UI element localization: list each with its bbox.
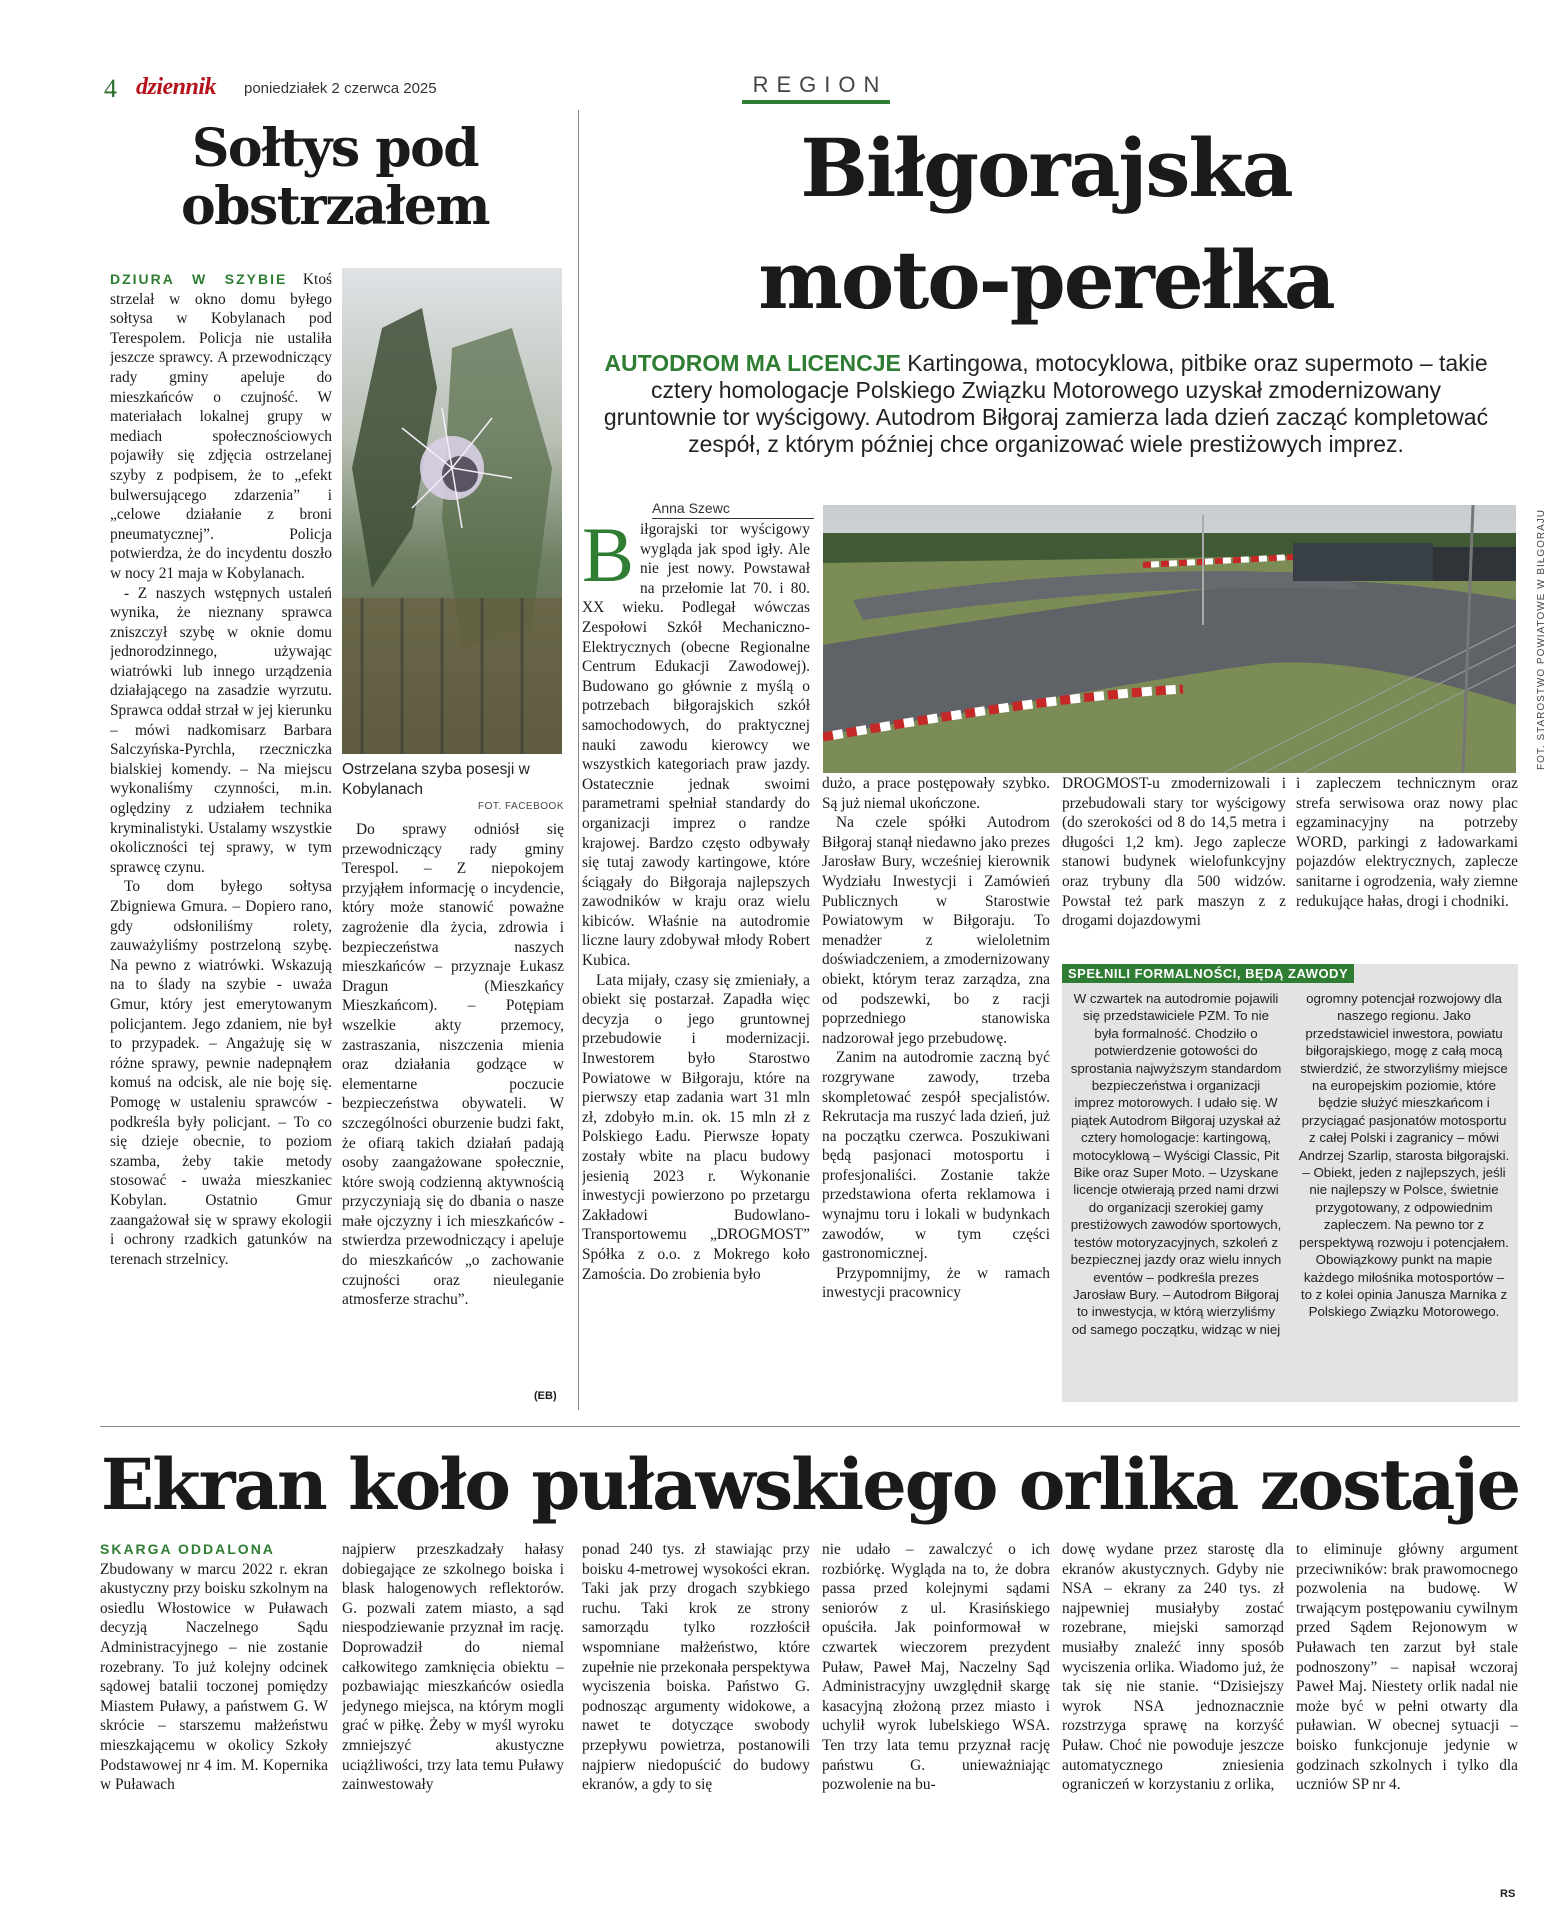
article-paragraph: to eliminuje główny argument przeciwników: brak prawomocnego pozwolenia na budowę. W trwającym postępowaniu cywilnym przed Sądem Rejonowym w Puławach ten zarzut był stale podnoszony” – napisał wczoraj Paweł Maj. Niestety orlik nadal nie może być w pełni otwarty dla puławian. W obecnej sytuacji – boisko funkcjonuje jedynie w godzinach szkolnych i tylko dla uczniów SP nr 4. [1296,1541,1518,1794]
author-byline: Anna Szewc [652,500,730,516]
article-kicker: AUTODROM MA LICENCJE [604,350,901,376]
article-column [1062,774,1286,960]
photo-credit: FOT. FACEBOOK [478,801,564,812]
article-column [100,1540,328,1900]
info-box-column [1070,990,1282,1398]
article-paragraph: Do sprawy odniósł się przewodniczący rady gminy Terespol. – Z niepokojem przyjąłem informację o incydencie, który może stanowić poważne zagrożenie dla życia, zdrowia i bezpieczeństwa naszych mieszkańców – przyznaje Łukasz Dragun (Mieszkańcy Mieszkańcom). – Potępiam wszelkie akty przemocy, zastraszania, niszczenia mienia oraz działania godzące w elementarne poczucie bezpieczeństwa obywateli. W szczególności oburzenie budzi fakt, że ofiarą takich działań padają osoby zaangażowane społecznie, które swoją codzienną aktywnością przyczyniają się do dbania o nasze małe ojczyzny i ich mieszkańców - stwierdza przewodniczący i apeluje do mieszkańców „o zachowanie czujności oraz nieuleganie atmosferze strachu”. [342,821,564,1309]
article-paragraph: nie udało – zawalczyć o ich rozbiórkę. Wygląda na to, że dobra passa przed kolejnymi sądami seniorów z ul. Krasińskiego opuściła. Jak poinformował w czwartek wieczorem prezydent Puław, Paweł Maj, Naczelny Sąd Administracyjny uwzględnił skargę kasacyjną złożoną przez miasto i uchylił wyrok lubelskiego WSA. Ten trzy lata temu przyznał rację państwu G. unieważniając pozwolenie na bu- [822,1541,1050,1794]
article-paragraph: dowę wydane przez starostę dla ekranów akustycznych. Gdyby nie NSA – ekrany za 240 tys. zł najpewniej musiałyby zostać rozebrane, miejski samorząd musiałby znaleźć inny sposób wyciszenia orlika. Wiadomo już, że tak się nie stanie. “Dzisiejszy wyrok NSA jednoznacznie rozstrzyga sprawę na korzyść Puław. Choć nie powoduje jeszcze automatycznego zniesienia ograniczeń w korzystaniu z orlika, [1062,1541,1284,1794]
title-line: Biłgorajska [800,121,1292,215]
article-paragraph: najpierw przeszkadzały hałasy dobiegające ze szkolnego boiska i blask halogenowych reflektorów. G. pozwali zatem miasto, a sąd niespodziewanie przyznał im rację. Doprowadził do niemal całkowitego zamknięcia obiektu – pozbawiając mieszkańców osiedla jedynego miejsca, na którym mogli grać w piłkę. Żeby w myśl wyroku zmniejszyć akustyczne uciążliwości, trzy lata temu Puławy zainwestowały [342,1541,564,1794]
byline-rule [652,518,814,519]
drop-cap: B [582,520,635,598]
section-label: REGION [752,72,888,97]
info-box-column [1298,990,1510,1398]
article-signature: (EB) [534,1390,557,1402]
article-paragraph: Biłgorajski tor wyścigowy wygląda jak spod igły. Ale nie jest nowy. Powstawał na przełomie lat 70. i 80. XX wieku. Podlegał wówczas Zespołowi Szkół Mechaniczno-Elektrycznych (obecne Regionalne Centrum Edukacji Zawodowej). Budowano go głównie z myślą o potrzebach biłgorajskich szkół samochodowych, do praktycznej nauki zawodu kierowcy we wszystkich kategoriach praw jazdy. Ostatecznie jednak swoimi parametrami spełniał standardy do organizacji imprez o randze krajowej. Bardzo często odbywały się tutaj zawody kartingowe, które ściągały do Biłgoraja najlepszych zawodników w kraju oraz wielu kibiców. Właśnie na autodromie liczne laury zdobywał młody Robert Kubica. [582,520,810,970]
article-column [822,1540,1050,1900]
article-paragraph: Zbudowany w marcu 2022 r. ekran akustyczny przy boisku szkolnym na osiedlu Włostowice w Puławach decyzją Naczelnego Sądu Administracyjnego – nie zostanie rozebrany. To już kolejny odcinek sądowej batalii toczonej pomiędzy Miastem Puławy, a państwem G. W skrócie – starszemu małżeństwu mieszkającemu w okolicy Szkoły Podstawowej nr 4 im. M. Kopernika w Puławach [100,1560,328,1794]
article-paragraph: dużo, a prace postępowały szybko. Są już niemal ukończone. [822,775,1050,812]
article-column [342,1540,564,1900]
article-paragraph: Przypomnijmy, że w ramach inwestycji pracownicy [822,1264,1050,1302]
title-line: moto-perełka [758,233,1334,327]
main-article-title [596,112,1496,336]
article-paragraph: DZIURA W SZYBIE Ktoś strzelał w okno domu byłego sołtysa w Kobylanach pod Terespolem. Policja nie ustaliła jeszcze sprawcy. A przewodniczący rady gminy apeluje do mieszkańców o czujność. W materiałach lokalnej grupy w mediach społecznościowych pojawiły się zdjęcia ostrzelanej szyby z podpisem, że to „efekt bulwersującego zdarzenia” i „celowe działanie z broni pneumatycznej”. Policja potwierdza, że do incydentu doszło w nocy 21 maja w Kobylanach. [110,271,332,582]
photo-image [342,268,562,754]
info-box-text: W czwartek na autodromie pojawili się przedstawiciele PZM. To nie była formalność. Chodziło o potwierdzenie gotowości do sprostania najwyższym standardom bezpieczeństwa i organizacji imprez motorowych. I udało się. W piątek Autodrom Biłgoraj uzyskał aż cztery homologacje: kartingową, motocyklową – Wyścigi Classic, Pit Bike oraz Super Moto. – Uzyskane licencje otwierają przed nami drzwi do organizacji szerokiej gamy prestiżowych zawodów sportowych, testów motoryzacyjnych, szkoleń z bezpiecznej jazdy oraz wielu innych eventów – podkreśla prezes Jarosław Bury. – Autodrom Biłgoraj to inwestycja, w którą wierzyliśmy od samego początku, widząc w niej [1070,991,1282,1337]
article-paragraph: Zanim na autodromie zaczną być rozgrywane zawody, trzeba skompletować zespół specjalistów. Rekrutacja ma ruszyć lada dzień, już na początku czerwca. Poszukiwani będą pasjonaci motosportu i profesjonaliści. Zostanie także przedstawiona oferta reklamowa i wynajmu toru i lokali w budynkach zawodów, w tym części gastronomicznej. [822,1049,1050,1263]
brand-logo: dziennik [136,74,217,100]
article-column [1296,774,1518,960]
article-column [1296,1540,1518,1890]
article-column [110,270,332,1406]
photo-caption: Ostrzelana szyba posesji w Kobylanach [342,761,530,798]
shattered-window-photo [342,268,562,754]
article-column [822,774,1050,1410]
column-divider [578,110,579,1410]
photo-image [823,505,1516,773]
photo-credit: FOT. STAROSTWO POWIATOWE W BIŁGORAJU [1536,508,1547,770]
article-paragraph: Na czele spółki Autodrom Biłgoraj stanął niedawno jako prezes Jarosław Bury, wcześniej kierownik Wydziału Inwestycji i Zamówień Publicznych w Starostwie Powiatowym w Biłgoraju. To menadżer z wieloletnim doświadczeniem, a zmodernizowany obiekt, którym teraz zarządza, zna od podszewki, bo z racji poprzedniego stanowiska nadzorował jego przebudowę. [822,814,1050,1047]
article-column [582,1540,810,1900]
race-track-photo [823,505,1516,773]
lead-text: Kartingowa, motocyklowa, pitbike oraz supermoto – takie cztery homologacje Polskiego Związku Motorowego uzyskał zmodernizowany gruntownie tor wyścigowy. Autodrom Biłgoraj zamierza lada dzień zacząć kompletować zespół, z którym później chce organizować wiele prestiżowych imprez. [603,350,1489,457]
article-kicker: SKARGA ODDALONA [100,1541,275,1557]
section-underline [742,100,890,104]
info-box-text: ogromny potencjał rozwojowy dla naszego regionu. Jako przedstawiciel inwestora, powiatu biłgorajskiego, mogę z całą mocą stwierdzić, że stworzyliśmy miejsce na europejskim poziomie, które będzie służyć mieszkańcom i przyciągać pasjonatów motosportu z całej Polski i zagranicy – mówi Andrzej Szarlip, starosta biłgorajski. – Obiekt, jeden z najlepszych, jeśli nie najlepszy w Polsce, świetnie przygotowany, z odpowiednim zapleczem. Na pewno tor z perspektywą rozwoju i potencjałem. Obowiązkowy punkt na mapie każdego miłośnika motosportów – to z kolei opinia Janusza Marnika z Polskiego Związku Motorowego. [1298,991,1510,1320]
article-paragraph: i zapleczem technicznym oraz strefa serwisowa oraz nowy plac egzaminacyjny na potrzeby WORD, parkingi z ładowarkami pojazdów elektrycznych, zaplecze sanitarne i ogrodzenia, wały ziemne redukujące hałas, drogi i chodniki. [1296,775,1518,910]
article-paragraph: - Z naszych wstępnych ustaleń wynika, że nieznany sprawca zniszczył szybę w oknie domu jednorodzinnego, używając wiatrówki lub innego urządzenia działającego na zasadzie wyrzutu. Sprawca oddał strzał w jej kierunku – mówi nadkomisarz Barbara Salczyńska-Pyrchla, rzeczniczka bialskiej komendy. – Na miejscu wykonaliśmy czynności, m.in. oględziny z udziałem technika kryminalistyki. Ustalamy wszystkie okoliczności tej sprawy, w tym sprawcę czynu. [110,584,332,876]
article-column [1062,1540,1284,1900]
article-title: Ekran koło puławskiego orlika zostaje [100,1443,1520,1526]
article-paragraph [100,1540,328,1560]
section-divider [100,1426,1520,1427]
article-paragraph: To dom byłego sołtysa Zbigniewa Gmura. – Dopiero rano, gdy odsłoniliśmy rolety, zauważyliśmy postrzeloną szybę. Na pewno z wiatrówki. Wskazują na to ślady na szybie - uważa Gmur, który jest emerytowanym policjantem. Jego zdaniem, nie był to przypadek. – Angażuję się w różne sprawy, pewnie nadepnąłem komuś na odcisk, ale nie boję się. Pomogę w ustaleniu sprawców - podkreśla były policjant. – To co się dzieje obecnie, to poziom szamba, żeby takie metody stosować - uważa mieszkaniec Kobylan. Ostatnio Gmur zaangażował się w sprawy ekologii i ochrony rzadkich gatunków na terenach strzelnicy. [110,878,332,1268]
page-number: 4 [104,74,117,103]
article-column [582,520,810,1410]
article-column [342,820,564,1380]
info-box-title: SPEŁNILI FORMALNOŚCI, BĘDĄ ZAWODY [1062,964,1354,983]
article-signature: RS [1500,1888,1516,1900]
article-paragraph: Lata mijały, czasy się zmieniały, a obiekt się postarzał. Zapadła więc decyzja o jego gruntownej przebudowie i modernizacji. Inwestorem było Starostwo Powiatowe w Biłgoraju, które na pierwszy etap zadania wart 31 mln zł, zdobyło m.in. ok. 15 mln zł z Polskiego Ładu. Pierwsze łopaty zostały wbite na placu budowy jesienią 2023 r. Wykonanie inwestycji powierzono po przetargu Zakładowi Budowlano-Transportowemu „DROGMOST” Spółka z o.o. z Mokrego koło Zamościa. Do zrobienia było [582,971,810,1283]
article-paragraph: ponad 240 tys. zł stawiając przy boisku 4-metrowej wysokości ekran. Taki jak przy drogach szybkiego ruchu. Taki krok ze strony samorządu tylko rozzłościł wspomniane małżeństwo, które zupełnie nie przekonała perspektywa wyciszenia boiska. Państwo G. podnosząc argumenty widokowe, a nawet te dotyczące swobody przepływu powietrza, postanowili najpierw niedopuścić do budowy ekranów, a gdy to się [582,1541,810,1794]
article-lead [596,350,1496,458]
article-paragraph: DROGMOST-u zmodernizowali i przebudowali stary tor wyścigowy (do szerokości od 8 do 14,5 metra i długości 1,2 km). Jego zaplecze stanowi budynek wielofunkcyjny oraz trybuny dla 500 widzów. Powstał też park maszyn z z drogami dojazdowymi [1062,775,1286,930]
article-kicker: DZIURA W SZYBIE [110,271,288,287]
article-title: Sołtys pod obstrzałem [180,118,490,237]
issue-date: poniedziałek 2 czerwca 2025 [244,80,437,97]
